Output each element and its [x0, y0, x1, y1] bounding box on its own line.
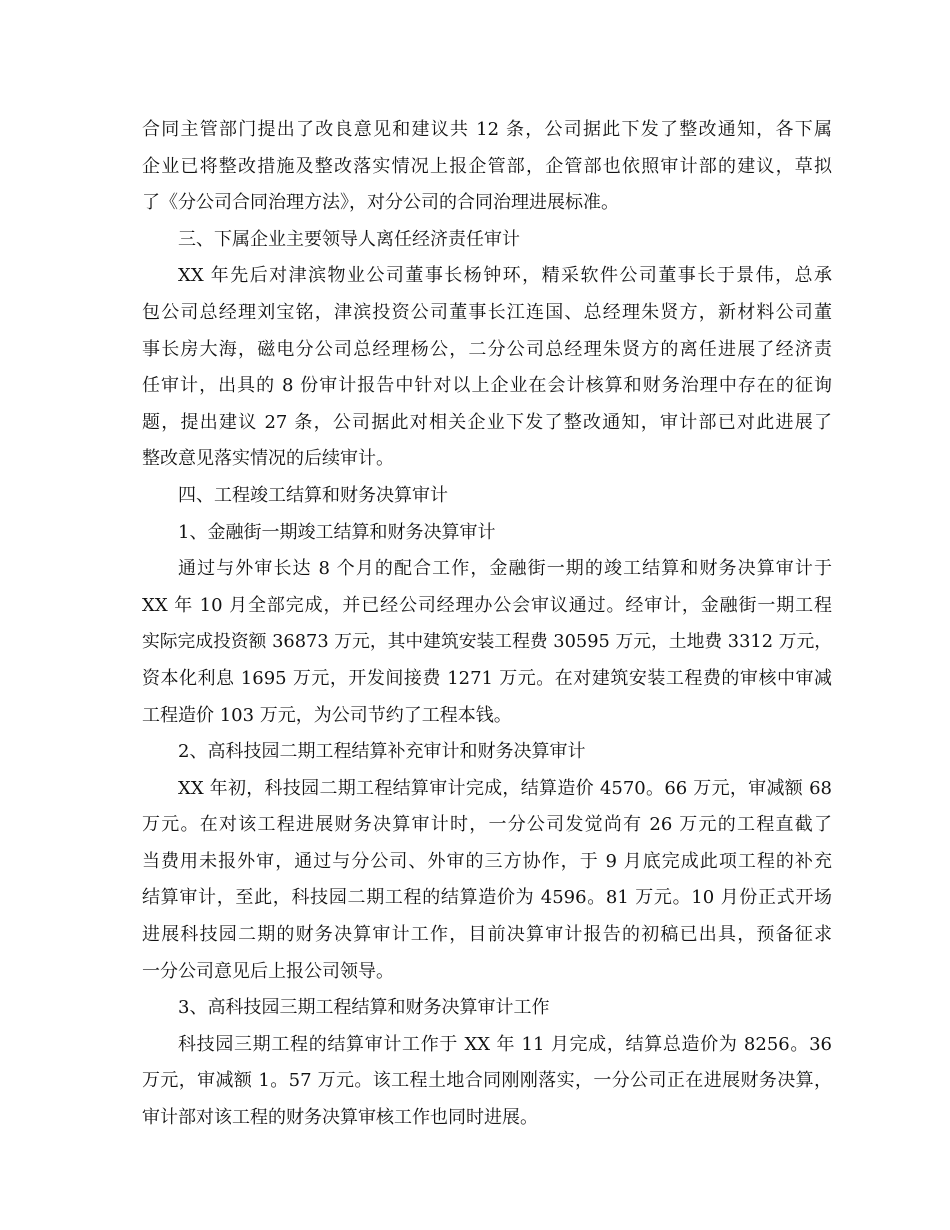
text-line: 进展科技园二期的财务决算审计工作，目前决算审计报告的初稿已出具，预备征求 — [142, 924, 832, 946]
text-line: 通过与外审长达 8 个月的配合工作，金融街一期的竣工结算和财务决算审计于 — [178, 558, 832, 580]
text-line: 1、金融街一期竣工结算和财务决算审计 — [178, 521, 496, 543]
text-line: 了《分公司合同治理方法》，对分公司的合同治理进展标准。 — [142, 192, 619, 214]
text-line: 合同主管部门提出了改良意见和建议共 12 条，公司据此下发了整改通知，各下属 — [142, 119, 832, 140]
text-line: 工程造价 103 万元，为公司节约了工程本钱。 — [142, 704, 512, 726]
text-line: 企业已将整改措施及整改落实情况上报企管部，企管部也依照审计部的建议，草拟 — [142, 155, 832, 177]
text-line: 一分公司意见后上报公司领导。 — [142, 960, 394, 982]
text-line: 资本化利息 1695 万元，开发间接费 1271 万元。在对建筑安装工程费的审核中审减 — [142, 667, 832, 689]
text-line: 审计部对该工程的财务决算审核工作也同时进展。 — [142, 1107, 538, 1129]
text-line: 结算审计，至此，科技园二期工程的结算造价为 4596。81 万元。10 月份正式开场 — [142, 887, 832, 909]
text-line: XX 年 10 月全部完成，并已经公司经理办公会审议通过。经审计，金融街一期工程 — [142, 594, 832, 616]
text-line: 3、高科技园三期工程结算和财务决算审计工作 — [178, 997, 550, 1019]
text-line: 实际完成投资额 36873 万元，其中建筑安装工程费 30595 万元，土地费 3312 万元， — [142, 631, 832, 653]
text-line: 整改意见落实情况的后续审计。 — [142, 448, 394, 470]
text-line: 当费用未报外审，通过与分公司、外审的三方协作，于 9 月底完成此项工程的补充 — [142, 850, 832, 872]
text-line: 科技园三期工程的结算审计工作于 XX 年 11 月完成，结算总造价为 8256。36 — [178, 1033, 832, 1055]
text-line: XX 年初，科技园二期工程结算审计完成，结算造价 4570。66 万元，审减额 68 — [178, 777, 832, 799]
text-line: 2、高科技园二期工程结算补充审计和财务决算审计 — [178, 741, 586, 763]
text-line: 万元，审减额 1。57 万元。该工程土地合同刚刚落实，一分公司正在进展财务决算， — [142, 1070, 832, 1092]
text-line: 事长房大海，磁电分公司总经理杨公，二分公司总经理朱贤方的离任进展了经济责 — [142, 338, 832, 360]
text-line: 四、工程竣工结算和财务决算审计 — [178, 484, 448, 506]
text-line: 包公司总经理刘宝铭，津滨投资公司董事长江连国、总经理朱贤方，新材料公司董 — [142, 301, 832, 323]
document-body — [142, 112, 832, 1137]
text-line: 任审计，出具的 8 份审计报告中针对以上企业在会计核算和财务治理中存在的征询 — [142, 375, 832, 397]
text-line: XX 年先后对津滨物业公司董事长杨钟环，精采软件公司董事长于景伟，总承 — [178, 265, 832, 287]
text-line: 三、下属企业主要领导人离任经济责任审计 — [178, 228, 520, 250]
text-line: 题，提出建议 27 条，公司据此对相关企业下发了整改通知，审计部已对此进展了 — [142, 411, 832, 433]
text-line: 万元。在对该工程进展财务决算审计时，一分公司发觉尚有 26 万元的工程直截了 — [142, 814, 832, 836]
